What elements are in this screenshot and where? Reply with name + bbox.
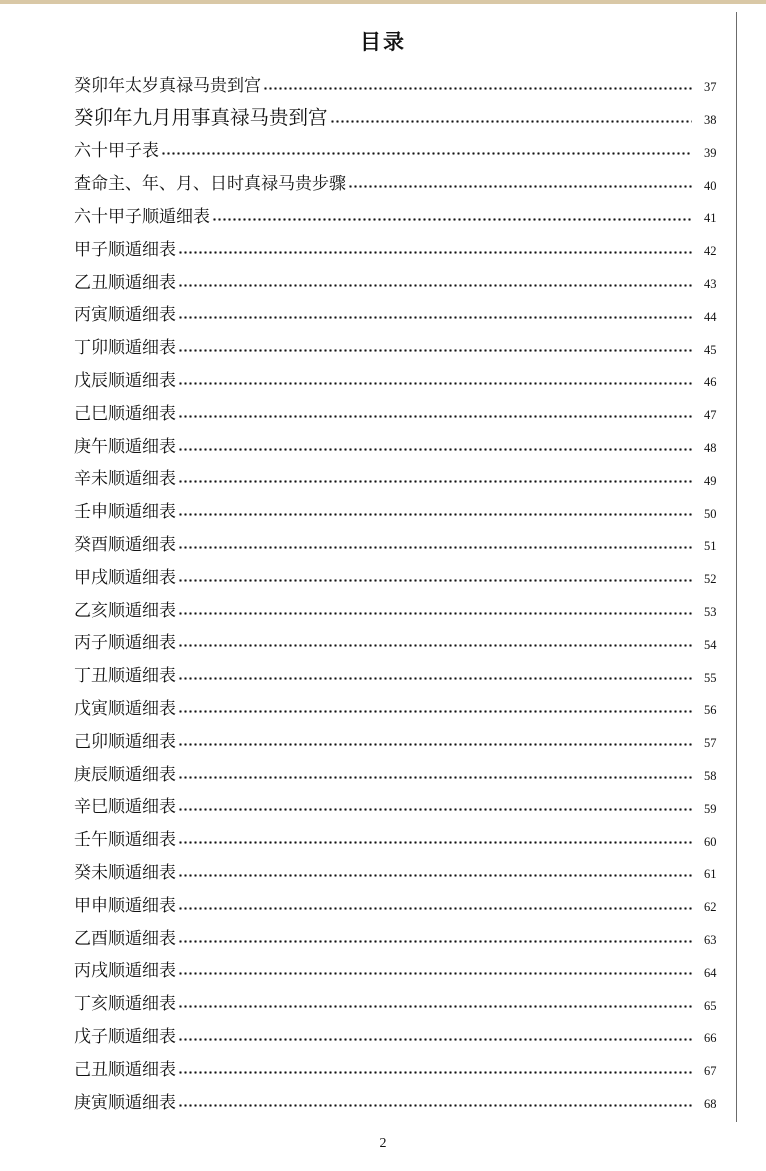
- toc-entry-page: 40: [704, 178, 717, 193]
- toc-entry[interactable]: [74, 423, 728, 456]
- toc-entry-page: 44: [704, 309, 717, 324]
- toc-entry-title: 乙亥顺遁细表: [74, 600, 176, 621]
- toc-entry-page: 63: [704, 933, 717, 948]
- toc-entry-title: 癸卯年九月用事真禄马贵到宫: [74, 106, 328, 130]
- dot-leader: [178, 382, 692, 385]
- dot-leader: [178, 579, 692, 582]
- toc-entry[interactable]: [74, 1013, 728, 1046]
- toc-entry-page: 42: [704, 244, 717, 259]
- dot-leader: [212, 218, 692, 221]
- dot-leader: [178, 316, 692, 319]
- toc-entry-page: 46: [704, 375, 717, 390]
- dot-leader: [178, 1005, 692, 1008]
- toc-entry[interactable]: [74, 1079, 728, 1112]
- toc-entry-page: 49: [704, 473, 717, 488]
- toc-entry-title: 甲戌顺遁细表: [74, 567, 176, 588]
- toc-entry-title: 甲子顺遁细表: [74, 239, 176, 260]
- toc-entry-title: 查命主、年、月、日时真禄马贵步骤: [74, 174, 346, 195]
- toc-entry-title: 丁卯顺遁细表: [74, 338, 176, 359]
- toc-entry-title: 辛未顺遁细表: [74, 469, 176, 490]
- toc-entry-title: 己丑顺遁细表: [74, 1059, 176, 1080]
- dot-leader: [178, 743, 692, 746]
- toc-entry-page: 59: [704, 801, 717, 816]
- toc-entry[interactable]: [74, 685, 728, 718]
- toc-entry-title: 癸未顺遁细表: [74, 862, 176, 883]
- toc-entry-title: 己巳顺遁细表: [74, 403, 176, 424]
- toc-entry-title: 乙酉顺遁细表: [74, 928, 176, 949]
- toc-entry[interactable]: [74, 292, 728, 325]
- dot-leader: [178, 907, 692, 910]
- toc-entry-page: 51: [704, 539, 717, 554]
- toc-entry[interactable]: [74, 95, 728, 128]
- dot-leader: [178, 1038, 692, 1041]
- dot-leader: [178, 448, 692, 451]
- toc-entry[interactable]: [74, 882, 728, 915]
- dot-leader: [178, 612, 692, 615]
- dot-leader: [178, 1071, 692, 1074]
- toc-entry-page: 39: [704, 145, 717, 160]
- toc-entry[interactable]: [74, 784, 728, 817]
- toc-entry-page: 45: [704, 342, 717, 357]
- toc-entry-page: 37: [704, 80, 717, 95]
- toc-entry-page: 66: [704, 1031, 717, 1046]
- dot-leader: [348, 185, 692, 188]
- toc-entry-title: 庚寅顺遁细表: [74, 1092, 176, 1113]
- toc-entry[interactable]: [74, 259, 728, 292]
- toc-entry-page: 62: [704, 900, 717, 915]
- toc-entry-title: 六十甲子表: [74, 141, 159, 162]
- dot-leader: [178, 251, 692, 254]
- toc-entry-page: 53: [704, 605, 717, 620]
- toc-entry-title: 壬午顺遁细表: [74, 830, 176, 851]
- toc-entry[interactable]: [74, 849, 728, 882]
- dot-leader: [178, 776, 692, 779]
- page-top-edge: [0, 0, 766, 4]
- dot-leader: [178, 841, 692, 844]
- toc-entry-page: 61: [704, 867, 717, 882]
- toc-entry-page: 41: [704, 211, 717, 226]
- toc-entry[interactable]: [74, 915, 728, 948]
- dot-leader: [178, 972, 692, 975]
- toc-entry-title: 甲申顺遁细表: [74, 895, 176, 916]
- toc-entry-page: 52: [704, 572, 717, 587]
- toc-entry[interactable]: [74, 390, 728, 423]
- dot-leader: [178, 710, 692, 713]
- dot-leader: [161, 152, 692, 155]
- toc-entry[interactable]: [74, 226, 728, 259]
- dot-leader: [178, 284, 692, 287]
- toc-entry[interactable]: [74, 1046, 728, 1079]
- toc-entry[interactable]: [74, 587, 728, 620]
- dot-leader: [178, 874, 692, 877]
- toc-entry[interactable]: [74, 816, 728, 849]
- toc-entry-title: 丁亥顺遁细表: [74, 994, 176, 1015]
- toc-entry[interactable]: [74, 357, 728, 390]
- toc-entry-title: 戊寅顺遁细表: [74, 698, 176, 719]
- toc-entry[interactable]: [74, 160, 728, 193]
- toc-entry-page: 57: [704, 736, 717, 751]
- toc-entry-page: 55: [704, 670, 717, 685]
- table-of-contents: [74, 62, 728, 1112]
- toc-entry-page: 43: [704, 277, 717, 292]
- toc-entry[interactable]: [74, 128, 728, 161]
- toc-entry-title: 丙寅顺遁细表: [74, 305, 176, 326]
- toc-entry-page: 58: [704, 769, 717, 784]
- toc-entry-title: 六十甲子顺遁细表: [74, 206, 210, 227]
- toc-entry-title: 丙戌顺遁细表: [74, 961, 176, 982]
- toc-entry-page: 47: [704, 408, 717, 423]
- toc-entry-page: 65: [704, 998, 717, 1013]
- toc-entry-title: 己卯顺遁细表: [74, 731, 176, 752]
- dot-leader: [178, 644, 692, 647]
- toc-entry-page: 56: [704, 703, 717, 718]
- toc-entry-title: 癸卯年太岁真禄马贵到宫: [74, 75, 261, 96]
- toc-entry[interactable]: [74, 652, 728, 685]
- toc-entry-title: 壬申顺遁细表: [74, 502, 176, 523]
- toc-entry[interactable]: [74, 980, 728, 1013]
- page-title: 目录: [360, 29, 406, 54]
- toc-entry[interactable]: [74, 456, 728, 489]
- toc-entry-page: 38: [704, 113, 717, 128]
- toc-entry-title: 辛巳顺遁细表: [74, 797, 176, 818]
- dot-leader: [178, 415, 692, 418]
- dot-leader: [178, 677, 692, 680]
- toc-entry[interactable]: [74, 718, 728, 751]
- toc-entry-title: 癸酉顺遁细表: [74, 534, 176, 555]
- dot-leader: [178, 546, 692, 549]
- dot-leader: [178, 513, 692, 516]
- toc-entry-page: 60: [704, 834, 717, 849]
- toc-entry[interactable]: [74, 324, 728, 357]
- dot-leader: [178, 808, 692, 811]
- toc-entry-title: 戊辰顺遁细表: [74, 370, 176, 391]
- dot-leader: [330, 120, 692, 123]
- toc-entry-title: 庚午顺遁细表: [74, 436, 176, 457]
- toc-entry[interactable]: [74, 62, 728, 95]
- toc-entry-title: 乙丑顺遁细表: [74, 272, 176, 293]
- toc-entry-page: 48: [704, 441, 717, 456]
- toc-entry[interactable]: [74, 488, 728, 521]
- toc-entry[interactable]: [74, 948, 728, 981]
- toc-entry-page: 67: [704, 1064, 717, 1079]
- page-number: 2: [379, 1136, 387, 1151]
- toc-entry-title: 丁丑顺遁细表: [74, 666, 176, 687]
- page-margin-rule: [736, 12, 737, 1122]
- dot-leader: [178, 349, 692, 352]
- toc-entry-page: 68: [704, 1097, 717, 1111]
- dot-leader: [178, 1104, 692, 1107]
- toc-entry-title: 庚辰顺遁细表: [74, 764, 176, 785]
- toc-entry-title: 戊子顺遁细表: [74, 1026, 176, 1047]
- toc-entry[interactable]: [74, 620, 728, 653]
- toc-entry-page: 50: [704, 506, 717, 521]
- toc-entry[interactable]: [74, 521, 728, 554]
- toc-entry[interactable]: [74, 193, 728, 226]
- toc-entry-page: 54: [704, 637, 717, 652]
- toc-entry-page: 64: [704, 965, 717, 980]
- dot-leader: [178, 480, 692, 483]
- dot-leader: [178, 940, 692, 943]
- dot-leader: [263, 87, 692, 90]
- toc-entry-title: 丙子顺遁细表: [74, 633, 176, 654]
- toc-entry[interactable]: [74, 554, 728, 587]
- toc-entry[interactable]: [74, 751, 728, 784]
